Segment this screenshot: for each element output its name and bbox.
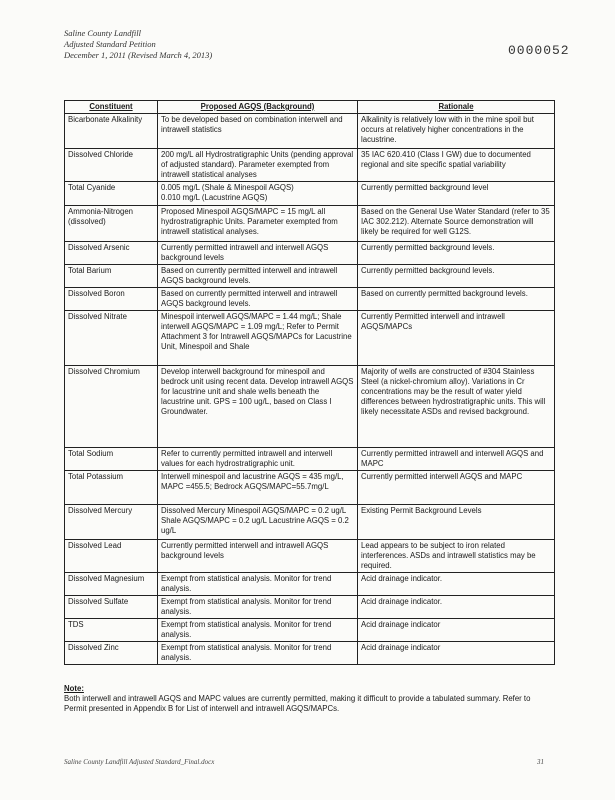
rationale-cell: Currently permitted interwell AGQS and MAPC bbox=[358, 471, 555, 505]
table-row bbox=[65, 619, 555, 642]
document-header bbox=[64, 28, 212, 61]
bates-number: 0000052 bbox=[508, 43, 570, 58]
constituent-cell: Dissolved Magnesium bbox=[65, 573, 158, 596]
constituent-cell: Dissolved Chromium bbox=[65, 366, 158, 448]
table-row bbox=[65, 114, 555, 149]
table-row bbox=[65, 366, 555, 448]
constituent-cell: TDS bbox=[65, 619, 158, 642]
proposed-agqs-cell: Exempt from statistical analysis. Monitor for trend analysis. bbox=[158, 642, 358, 665]
rationale-cell: Alkalinity is relatively low with in the mine spoil but occurs at relatively higher concentrations in the lacustrine. bbox=[358, 114, 555, 149]
header-line-3: December 1, 2011 (Revised March 4, 2013) bbox=[64, 50, 213, 60]
proposed-agqs-cell: To be developed based on combination interwell and intrawell statistics bbox=[158, 114, 358, 149]
header-line-2: Adjusted Standard Petition bbox=[64, 39, 156, 49]
agqs-table bbox=[64, 100, 555, 665]
rationale-cell: Acid drainage indicator. bbox=[358, 573, 555, 596]
proposed-agqs-cell: Exempt from statistical analysis. Monitor for trend analysis. bbox=[158, 573, 358, 596]
footer-filename: Saline County Landfill Adjusted Standard_Final.docx bbox=[64, 758, 215, 766]
rationale-cell: Currently permitted background levels. bbox=[358, 242, 555, 265]
constituent-cell: Dissolved Mercury bbox=[65, 505, 158, 540]
constituent-cell: Dissolved Boron bbox=[65, 288, 158, 311]
table-row bbox=[65, 471, 555, 505]
constituent-cell: Bicarbonate Alkalinity bbox=[65, 114, 158, 149]
rationale-cell: Currently permitted background level bbox=[358, 182, 555, 206]
rationale-cell: Based on currently permitted background levels. bbox=[358, 288, 555, 311]
proposed-agqs-cell: Based on currently permitted interwell and intrawell AGQS background levels. bbox=[158, 265, 358, 288]
page-footer bbox=[64, 758, 554, 766]
proposed-agqs-cell: Exempt from statistical analysis. Monitor for trend analysis. bbox=[158, 619, 358, 642]
rationale-cell: Based on the General Use Water Standard (refer to 35 IAC 302.212). Alternate Source demonstration will likely be required for well G12S. bbox=[358, 206, 555, 242]
constituent-cell: Total Cyanide bbox=[65, 182, 158, 206]
proposed-agqs-cell: 200 mg/L all Hydrostratigraphic Units (pending approval of adjusted standard). Parameter exempted from intrawell statistical analyses bbox=[158, 149, 358, 182]
rationale-cell: Lead appears to be subject to iron related interferences. ASDs and intrawell statistics may be required. bbox=[358, 540, 555, 573]
table-row bbox=[65, 505, 555, 540]
rationale-cell: Currently Permitted interwell and intrawell AGQS/MAPCs bbox=[358, 311, 555, 366]
column-header-constituent: Constituent bbox=[65, 101, 158, 114]
rationale-cell: Existing Permit Background Levels bbox=[358, 505, 555, 540]
proposed-agqs-cell: Currently permitted interwell and intrawell AGQS background levels bbox=[158, 540, 358, 573]
table-row bbox=[65, 311, 555, 366]
rationale-cell: Acid drainage indicator bbox=[358, 642, 555, 665]
proposed-agqs-cell: Proposed Minespoil AGQS/MAPC = 15 mg/L all hydrostratigraphic Units. Parameter exempted from intrawell statistical analyses. bbox=[158, 206, 358, 242]
constituent-cell: Dissolved Arsenic bbox=[65, 242, 158, 265]
proposed-agqs-cell: 0.005 mg/L (Shale & Minespoil AGQS) 0.010 mg/L (Lacustrine AGQS) bbox=[158, 182, 358, 206]
table-row bbox=[65, 206, 555, 242]
table-row bbox=[65, 596, 555, 619]
table-row bbox=[65, 642, 555, 665]
constituent-cell: Dissolved Sulfate bbox=[65, 596, 158, 619]
constituent-cell: Total Barium bbox=[65, 265, 158, 288]
proposed-agqs-cell: Dissolved Mercury Minespoil AGQS/MAPC = 0.2 ug/L Shale AGQS/MAPC = 0.2 ug/L Lacustrine AGQS = 0.2 ug/L bbox=[158, 505, 358, 540]
table-row bbox=[65, 573, 555, 596]
proposed-agqs-cell: Interwell minespoil and lacustrine AGQS = 435 mg/L, MAPC =455.5; Bedrock AGQS/MAPC=55.7mg/L bbox=[158, 471, 358, 505]
constituent-cell: Dissolved Chloride bbox=[65, 149, 158, 182]
rationale-cell: Acid drainage indicator bbox=[358, 619, 555, 642]
rationale-cell: Majority of wells are constructed of #304 Stainless Steel (a nickel-chromium alloy). Variations in Cr concentrations may be the result of water yield differences between hydrostratigraphic units. This will likely necessitate ASDs and revised background. bbox=[358, 366, 555, 448]
proposed-agqs-cell: Currently permitted intrawell and interwell AGQS background levels bbox=[158, 242, 358, 265]
rationale-cell: 35 IAC 620.410 (Class I GW) due to documented regional and site specific spatial variability bbox=[358, 149, 555, 182]
table-header-row bbox=[65, 101, 555, 114]
note-title: Note: bbox=[64, 684, 84, 693]
proposed-agqs-cell: Exempt from statistical analysis. Monitor for trend analysis. bbox=[158, 596, 358, 619]
proposed-agqs-cell: Minespoil interwell AGQS/MAPC = 1.44 mg/L; Shale interwell AGQS/MAPC = 1.09 mg/L; Refer to Permit Attachment 3 for Intrawell AGQS/MAPCs for Lacustrine Unit, Minespoil and Shale bbox=[158, 311, 358, 366]
rationale-cell: Currently permitted intrawell and interwell AGQS and MAPC bbox=[358, 448, 555, 471]
table-row bbox=[65, 149, 555, 182]
note-text: Both interwell and intrawell AGQS and MAPC values are currently permitted, making it difficult to provide a tabulated summary. Refer to Permit presented in Appendix B for List of interwell and intrawell AGQS/MAPCs. bbox=[64, 694, 531, 713]
table-row bbox=[65, 182, 555, 206]
proposed-agqs-cell: Refer to currently permitted intrawell and interwell values for each hydrostratigraphic unit. bbox=[158, 448, 358, 471]
rationale-cell: Currently permitted background levels. bbox=[358, 265, 555, 288]
constituent-cell: Ammonia-Nitrogen (dissolved) bbox=[65, 206, 158, 242]
constituent-cell: Total Potassium bbox=[65, 471, 158, 505]
constituent-cell: Dissolved Nitrate bbox=[65, 311, 158, 366]
table-row bbox=[65, 242, 555, 265]
header-line-1: Saline County Landfill bbox=[64, 28, 141, 38]
proposed-agqs-cell: Develop interwell background for minespoil and bedrock unit using recent data. Develop intrawell AGQS for lacustrine unit and shale wells beneath the lacustrine unit. GPS = 100 ug/L, based on Class I Groundwater. bbox=[158, 366, 358, 448]
page-number: 31 bbox=[537, 758, 544, 766]
table-note bbox=[64, 684, 554, 714]
column-header-proposed-agqs: Proposed AGQS (Background) bbox=[158, 101, 358, 114]
constituent-cell: Dissolved Lead bbox=[65, 540, 158, 573]
constituent-cell: Total Sodium bbox=[65, 448, 158, 471]
rationale-cell: Acid drainage indicator. bbox=[358, 596, 555, 619]
column-header-rationale: Rationale bbox=[358, 101, 555, 114]
table-row bbox=[65, 288, 555, 311]
proposed-agqs-cell: Based on currently permitted interwell and intrawell AGQS background levels. bbox=[158, 288, 358, 311]
table-row bbox=[65, 540, 555, 573]
table-row bbox=[65, 448, 555, 471]
constituent-cell: Dissolved Zinc bbox=[65, 642, 158, 665]
table-row bbox=[65, 265, 555, 288]
